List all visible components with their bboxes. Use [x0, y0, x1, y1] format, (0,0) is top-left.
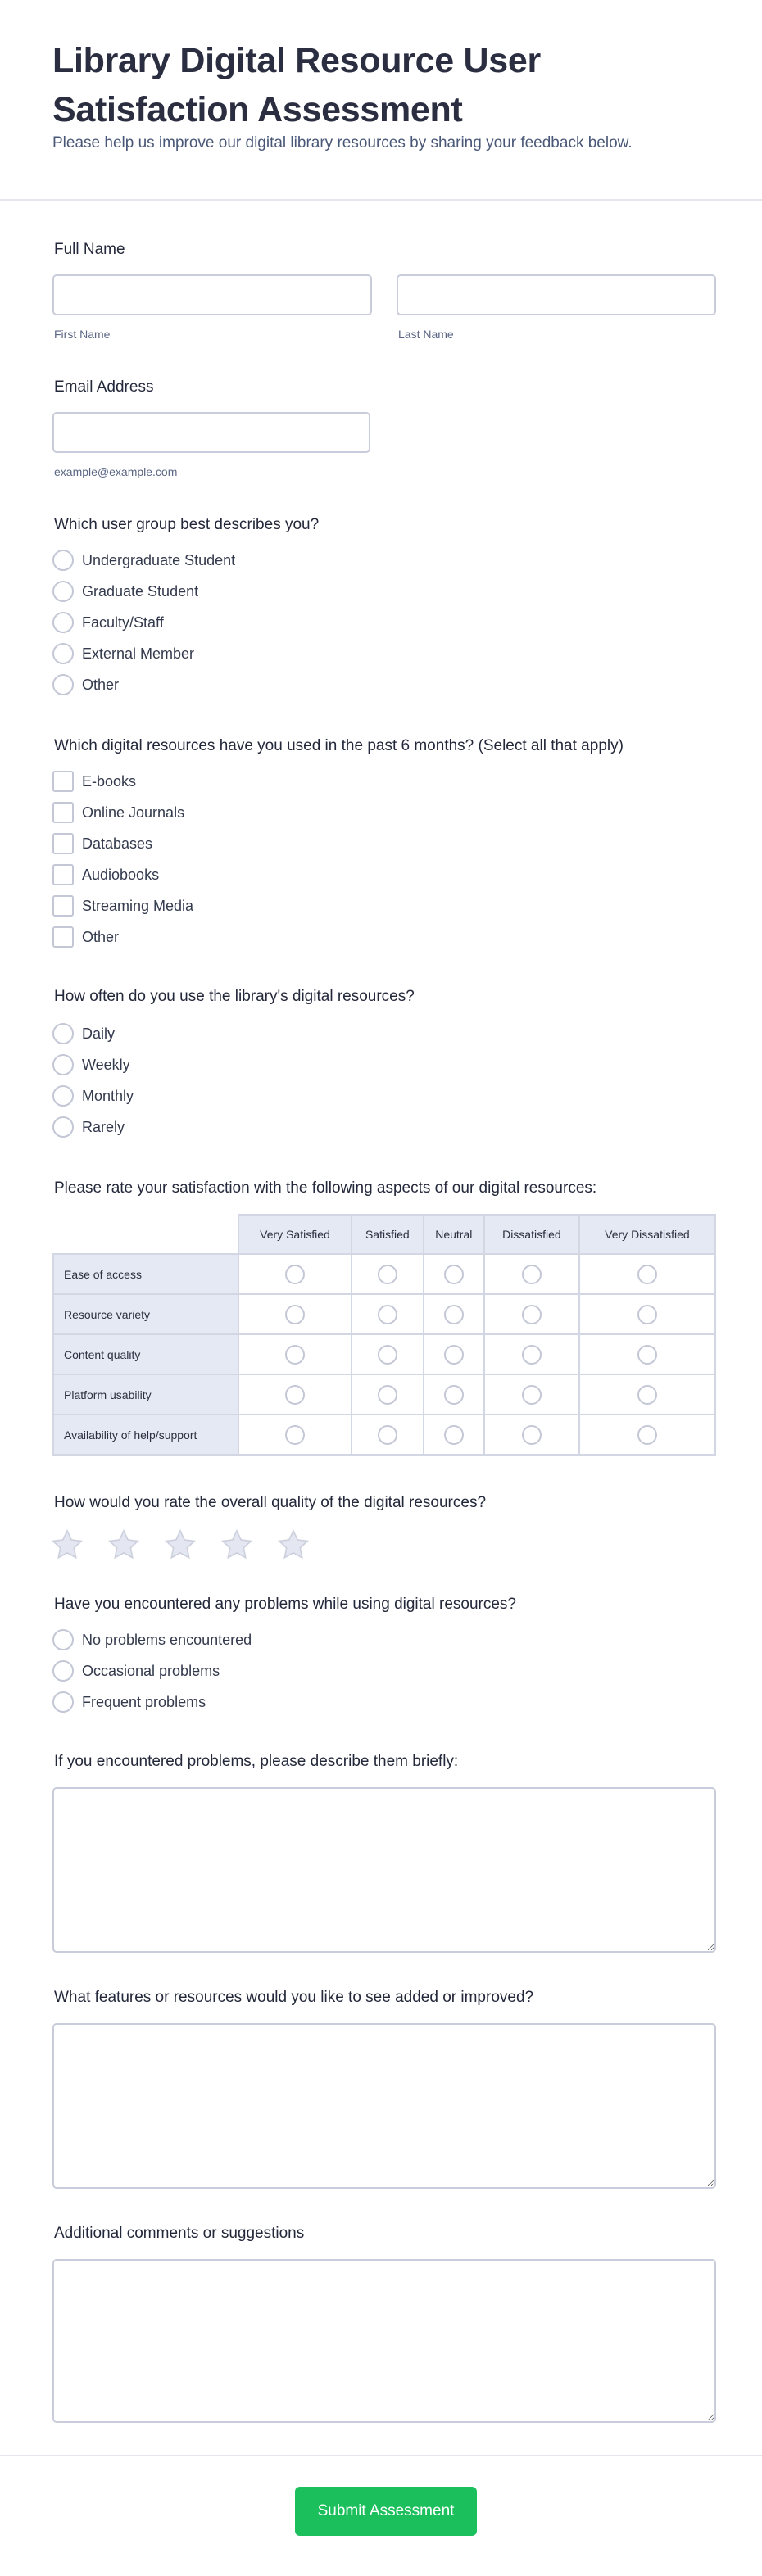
matrix-radio-button[interactable] [444, 1305, 464, 1324]
matrix-row [53, 1254, 715, 1294]
matrix-cell [484, 1415, 579, 1455]
first-name-sublabel: First Name [54, 328, 111, 341]
page-subtitle: Please help us improve our digital library resources by sharing your feedback below. [52, 134, 633, 152]
matrix-column-header: Neutral [424, 1215, 484, 1254]
matrix-cell [579, 1294, 715, 1334]
comments-label: Additional comments or suggestions [54, 2225, 305, 2242]
matrix-cell [238, 1334, 352, 1374]
radio-button[interactable] [52, 1629, 74, 1650]
satisfaction-matrix [52, 1214, 716, 1456]
matrix-radio-button[interactable] [285, 1425, 305, 1445]
matrix-radio-button[interactable] [522, 1425, 542, 1445]
radio-button[interactable] [52, 612, 74, 633]
matrix-radio-button[interactable] [378, 1385, 397, 1405]
matrix-radio-button[interactable] [637, 1425, 657, 1445]
matrix-radio-button[interactable] [378, 1265, 397, 1284]
matrix-label: Please rate your satisfaction with the following aspects of our digital resources: [54, 1179, 597, 1197]
matrix-cell [238, 1415, 352, 1455]
frequency-label: How often do you use the library's digital resources? [54, 988, 415, 1005]
option-label: Other [82, 928, 120, 945]
describe-problems-textarea[interactable] [52, 1787, 716, 1953]
user-group-label: Which user group best describes you? [54, 516, 320, 533]
first-name-input[interactable] [52, 274, 372, 315]
matrix-radio-button[interactable] [285, 1305, 305, 1324]
option-label: Graduate Student [82, 582, 199, 600]
matrix-corner [53, 1215, 238, 1254]
resources-option[interactable] [52, 894, 193, 918]
option-label: Online Journals [82, 804, 185, 821]
matrix-radio-button[interactable] [444, 1385, 464, 1405]
rating-label: How would you rate the overall quality of the digital resources? [54, 1494, 487, 1511]
resources-option[interactable] [52, 925, 119, 949]
header-divider [0, 199, 762, 201]
matrix-radio-button[interactable] [378, 1345, 397, 1365]
frequency-option[interactable] [52, 1084, 134, 1108]
option-label: Frequent problems [82, 1693, 206, 1710]
radio-button[interactable] [52, 1691, 74, 1713]
radio-button[interactable] [52, 1116, 74, 1138]
matrix-row-label: Content quality [53, 1334, 238, 1374]
email-label: Email Address [54, 378, 154, 396]
matrix-column-header: Satisfied [352, 1215, 424, 1254]
features-label: What features or resources would you like to see added or improved? [54, 1989, 534, 2006]
matrix-cell [352, 1254, 424, 1294]
user-group-option[interactable] [52, 548, 235, 573]
problems-option[interactable] [52, 1690, 206, 1714]
problems-option[interactable] [52, 1628, 252, 1652]
option-label: External Member [82, 645, 195, 662]
star-icon[interactable] [51, 1528, 84, 1561]
resources-option[interactable] [52, 862, 159, 887]
problems-label: Have you encountered any problems while using digital resources? [54, 1596, 516, 1613]
user-group-option[interactable] [52, 641, 194, 666]
radio-button[interactable] [52, 1085, 74, 1107]
matrix-radio-button[interactable] [522, 1385, 542, 1405]
radio-button[interactable] [52, 1660, 74, 1682]
user-group-option[interactable] [52, 610, 164, 635]
star-icon[interactable] [164, 1528, 197, 1561]
matrix-column-header: Very Dissatisfied [579, 1215, 715, 1254]
option-label: Audiobooks [82, 866, 160, 883]
matrix-cell [579, 1254, 715, 1294]
matrix-column-header: Dissatisfied [484, 1215, 579, 1254]
footer-divider [0, 2455, 762, 2456]
matrix-cell [352, 1334, 424, 1374]
radio-button[interactable] [52, 1054, 74, 1075]
matrix-cell [579, 1374, 715, 1415]
option-label: Undergraduate Student [82, 551, 236, 568]
resources-option[interactable] [52, 769, 136, 794]
matrix-radio-button[interactable] [444, 1425, 464, 1445]
option-label: Rarely [82, 1118, 125, 1135]
matrix-radio-button[interactable] [522, 1305, 542, 1324]
matrix-radio-button[interactable] [637, 1345, 657, 1365]
matrix-radio-button[interactable] [444, 1265, 464, 1284]
problems-option[interactable] [52, 1659, 220, 1683]
matrix-cell [352, 1374, 424, 1415]
checkbox[interactable] [52, 895, 74, 917]
matrix-row-label: Platform usability [53, 1374, 238, 1415]
option-label: Occasional problems [82, 1662, 220, 1679]
option-label: Faculty/Staff [82, 613, 164, 631]
user-group-option[interactable] [52, 672, 119, 697]
resources-option[interactable] [52, 831, 152, 856]
matrix-column-header: Very Satisfied [238, 1215, 352, 1254]
option-label: No problems encountered [82, 1631, 252, 1648]
matrix-cell [424, 1254, 484, 1294]
star-rating [51, 1528, 310, 1561]
matrix-radio-button[interactable] [285, 1345, 305, 1365]
star-icon[interactable] [107, 1528, 140, 1561]
matrix-radio-button[interactable] [444, 1345, 464, 1365]
radio-button[interactable] [52, 1023, 74, 1044]
resources-option[interactable] [52, 800, 184, 825]
matrix-row [53, 1374, 715, 1415]
email-hint: example@example.com [54, 465, 178, 478]
matrix-cell [424, 1415, 484, 1455]
checkbox[interactable] [52, 771, 74, 792]
option-label: Daily [82, 1025, 116, 1042]
user-group-option[interactable] [52, 579, 198, 604]
matrix-cell [484, 1374, 579, 1415]
star-icon[interactable] [277, 1528, 310, 1561]
frequency-option[interactable] [52, 1115, 125, 1139]
matrix-cell [484, 1294, 579, 1334]
matrix-row-label: Resource variety [53, 1294, 238, 1334]
matrix-radio-button[interactable] [522, 1345, 542, 1365]
matrix-row [53, 1334, 715, 1374]
radio-button[interactable] [52, 643, 74, 664]
checkbox[interactable] [52, 926, 74, 948]
resources-label: Which digital resources have you used in the past 6 months? (Select all that apply) [54, 737, 624, 754]
last-name-sublabel: Last Name [398, 328, 454, 341]
page-title: Library Digital Resource User Satisfaction Assessment [52, 41, 541, 129]
matrix-radio-button[interactable] [637, 1265, 657, 1284]
option-label: Other [82, 676, 120, 693]
matrix-cell [352, 1294, 424, 1334]
matrix-radio-button[interactable] [285, 1385, 305, 1405]
option-label: Weekly [82, 1056, 130, 1073]
matrix-cell [424, 1334, 484, 1374]
option-label: Monthly [82, 1087, 134, 1104]
option-label: Streaming Media [82, 897, 194, 914]
star-icon[interactable] [220, 1528, 253, 1561]
checkbox[interactable] [52, 864, 74, 885]
matrix-cell [484, 1334, 579, 1374]
features-textarea[interactable] [52, 2023, 716, 2189]
describe-label: If you encountered problems, please describe them briefly: [54, 1753, 459, 1770]
radio-button[interactable] [52, 674, 74, 695]
matrix-radio-button[interactable] [285, 1265, 305, 1284]
comments-textarea[interactable] [52, 2259, 716, 2423]
radio-button[interactable] [52, 550, 74, 571]
matrix-radio-button[interactable] [637, 1385, 657, 1405]
matrix-radio-button[interactable] [637, 1305, 657, 1324]
matrix-cell [579, 1415, 715, 1455]
full-name-label: Full Name [54, 241, 125, 258]
matrix-row [53, 1294, 715, 1334]
email-input[interactable] [52, 412, 370, 453]
matrix-cell [238, 1374, 352, 1415]
matrix-radio-button[interactable] [378, 1305, 397, 1324]
last-name-input[interactable] [397, 274, 716, 315]
matrix-cell [424, 1374, 484, 1415]
matrix-radio-button[interactable] [378, 1425, 397, 1445]
matrix-radio-button[interactable] [522, 1265, 542, 1284]
matrix-row-label: Ease of access [53, 1254, 238, 1294]
checkbox[interactable] [52, 833, 74, 854]
matrix-cell [352, 1415, 424, 1455]
radio-button[interactable] [52, 581, 74, 602]
matrix-cell [484, 1254, 579, 1294]
frequency-option[interactable] [52, 1053, 130, 1077]
submit-button[interactable]: Submit Assessment [295, 2487, 477, 2536]
matrix-row-label: Availability of help/support [53, 1415, 238, 1455]
checkbox[interactable] [52, 802, 74, 823]
matrix-row [53, 1415, 715, 1455]
option-label: E-books [82, 772, 137, 790]
option-label: Databases [82, 835, 153, 852]
matrix-cell [238, 1254, 352, 1294]
frequency-option[interactable] [52, 1021, 115, 1046]
matrix-cell [238, 1294, 352, 1334]
matrix-cell [579, 1334, 715, 1374]
matrix-cell [424, 1294, 484, 1334]
